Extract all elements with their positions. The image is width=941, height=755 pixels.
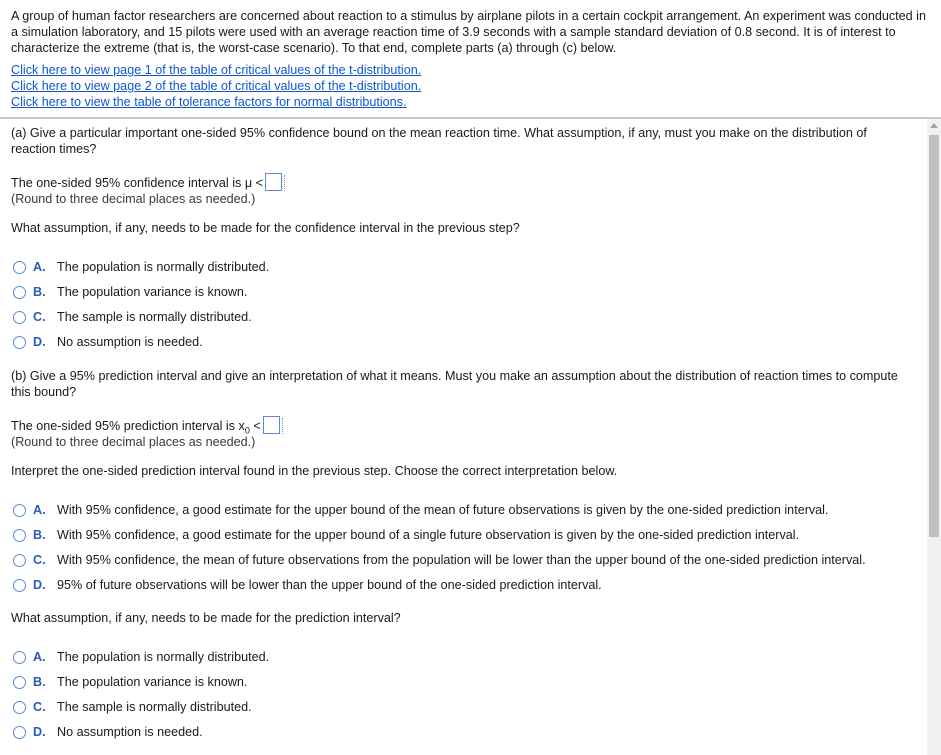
tolerance-table-link[interactable]: Click here to view the table of tolerance factors for normal distributions. xyxy=(11,95,407,109)
part-b-question: (b) Give a 95% prediction interval and give an interpretation of what it means. Must you make an assumption about the distribution of reaction times to compute this bound? xyxy=(11,369,898,399)
part-b-pi-row: The one-sided 95% prediction interval is $x_0$ < xyxy=(11,416,283,436)
radio-icon[interactable] xyxy=(13,529,26,542)
vertical-scrollbar[interactable] xyxy=(927,119,941,755)
part-a-ci-row xyxy=(11,173,285,191)
interpret-option-a[interactable]: A. With 95% confidence, a good estimate for the upper bound of the mean of future observations is given by the one-sided prediction interval. xyxy=(13,503,828,517)
part-a-option-d[interactable]: D. No assumption is needed. xyxy=(13,335,203,349)
ci-label: The one-sided 95% confidence interval is μ < xyxy=(11,176,263,190)
part-a-question: (a) Give a particular important one-sided 95% confidence bound on the mean reaction time. What assumption, if any, must you make on the distribution of reaction times? xyxy=(11,126,867,156)
scrollbar-thumb[interactable] xyxy=(929,135,939,537)
scroll-up-arrow-icon[interactable] xyxy=(930,123,938,128)
radio-icon[interactable] xyxy=(13,554,26,567)
t-table-page1-link[interactable]: Click here to view page 1 of the table of critical values of the t-distribution. xyxy=(11,63,422,77)
input-edge xyxy=(282,175,285,191)
part-b-option-a[interactable]: A. The population is normally distributed. xyxy=(13,650,269,664)
radio-icon[interactable] xyxy=(13,579,26,592)
interpret-option-c[interactable]: C. With 95% confidence, the mean of future observations from the population will be lower than the upper bound of the one-sided prediction interval. xyxy=(13,553,866,567)
interpret-question: Interpret the one-sided prediction interval found in the previous step. Choose the correct interpretation below. xyxy=(11,464,618,478)
problem-statement: A group of human factor researchers are concerned about reaction to a stimulus by airplane pilots in a certain cockpit arrangement. An experiment was conducted in a simulation laboratory, and 15 pilots were used with an average reaction time of 3.9 seconds with a sample standard deviation of 0.8 second. It is of interest to characterize the extreme (that is, the worst-case scenario). To that end, complete parts (a) through (c) below. xyxy=(11,9,926,55)
reference-links xyxy=(11,62,421,110)
radio-icon[interactable] xyxy=(13,676,26,689)
round-hint: (Round to three decimal places as needed.) xyxy=(11,435,256,449)
radio-icon[interactable] xyxy=(13,504,26,517)
part-a-option-c[interactable]: C. The sample is normally distributed. xyxy=(13,310,252,324)
radio-icon[interactable] xyxy=(13,286,26,299)
part-b-option-c[interactable]: C. The sample is normally distributed. xyxy=(13,700,252,714)
interpret-option-b[interactable]: B. With 95% confidence, a good estimate for the upper bound of a single future observation is given by the one-sided prediction interval. xyxy=(13,528,799,542)
part-a-option-a[interactable]: A. The population is normally distributed. xyxy=(13,260,269,274)
input-edge xyxy=(280,418,283,434)
radio-icon[interactable] xyxy=(13,336,26,349)
part-a-option-b[interactable]: B. The population variance is known. xyxy=(13,285,247,299)
radio-icon[interactable] xyxy=(13,311,26,324)
round-hint: (Round to three decimal places as needed.) xyxy=(11,192,256,206)
part-b-option-b[interactable]: B. The population variance is known. xyxy=(13,675,247,689)
ci-answer-input[interactable] xyxy=(265,173,282,191)
radio-icon[interactable] xyxy=(13,261,26,274)
part-b-assumption-question: What assumption, if any, needs to be made for the prediction interval? xyxy=(11,611,401,625)
t-table-page2-link[interactable]: Click here to view page 2 of the table of critical values of the t-distribution. xyxy=(11,79,422,93)
interpret-option-d[interactable]: D. 95% of future observations will be lower than the upper bound of the one-sided prediction interval. xyxy=(13,578,602,592)
pi-answer-input[interactable] xyxy=(263,416,280,434)
radio-icon[interactable] xyxy=(13,651,26,664)
part-b-option-d[interactable]: D. No assumption is needed. xyxy=(13,725,203,739)
radio-icon[interactable] xyxy=(13,701,26,714)
question-panel xyxy=(0,119,926,755)
radio-icon[interactable] xyxy=(13,726,26,739)
part-a-assumption-question: What assumption, if any, needs to be made for the confidence interval in the previous step? xyxy=(11,221,520,235)
